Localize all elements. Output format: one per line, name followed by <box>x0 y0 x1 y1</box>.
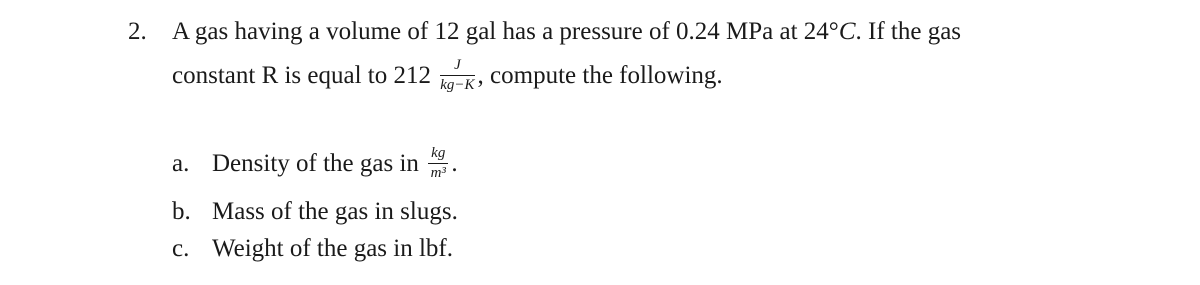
question-line-1-end: . If the gas <box>855 18 962 45</box>
density-unit-fraction <box>428 146 448 181</box>
sub-question-marker: b. <box>172 198 191 225</box>
question-line-1-text: A gas having a volume of 12 gal has a pressure of 0.24 MPa at 24° <box>172 18 839 45</box>
sub-question-text: Density of the gas in <box>212 150 419 178</box>
sub-question-text: Mass of the gas in slugs. <box>212 198 458 225</box>
gas-constant-unit-numerator: J <box>440 58 474 76</box>
sub-question-a <box>172 145 458 183</box>
question-line-2-end: , compute the following. <box>477 62 723 90</box>
sub-question-c <box>172 235 453 263</box>
question-line-2-text: constant R is equal to 212 <box>172 62 431 90</box>
sub-question-text: Weight of the gas in lbf. <box>212 235 453 262</box>
question-line-1 <box>172 18 961 46</box>
density-unit-denominator: m³ <box>430 165 446 181</box>
temperature-unit: C <box>838 18 856 45</box>
question-number: 2. <box>128 18 147 45</box>
question-line-2 <box>172 57 723 95</box>
sub-question-b <box>172 198 458 226</box>
sub-question-marker: a. <box>172 150 190 178</box>
sub-question-marker: c. <box>172 235 190 262</box>
gas-constant-unit-fraction <box>440 58 474 93</box>
density-unit-numerator: kg <box>428 146 448 164</box>
sub-question-end: . <box>451 150 458 178</box>
gas-constant-unit-denominator: kg−K <box>440 77 475 93</box>
